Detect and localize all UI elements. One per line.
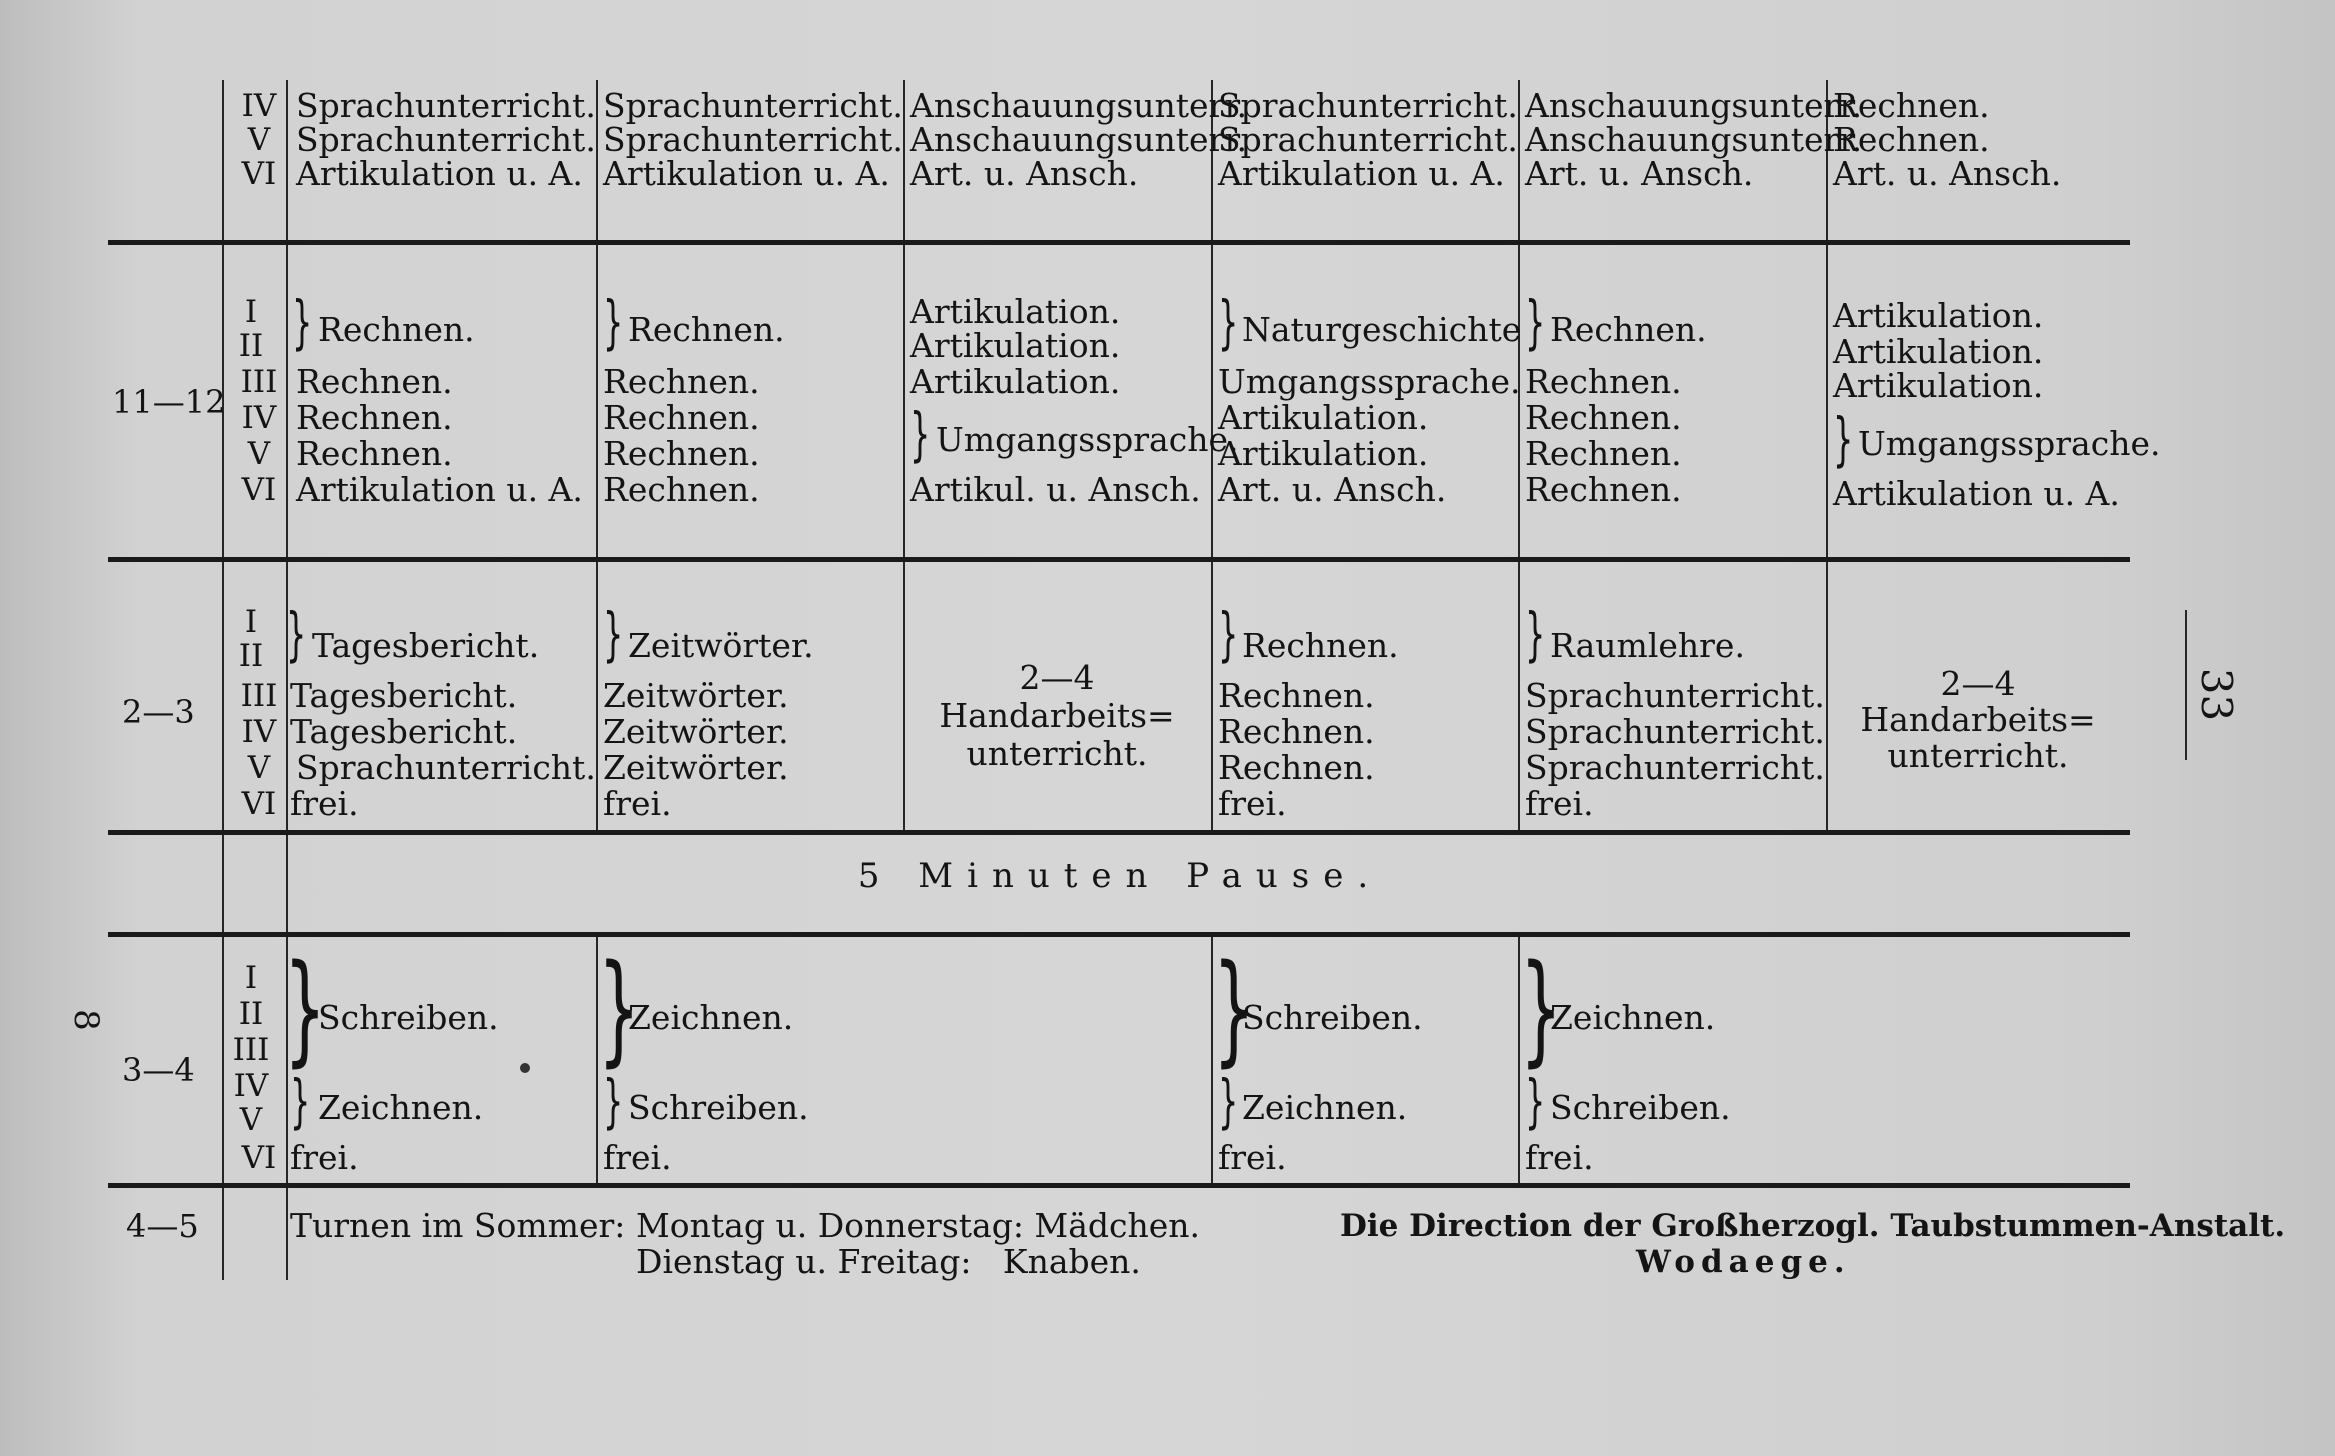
signature: Wodaege. (1636, 1244, 1851, 1280)
b3-c4-VI: frei. (1218, 1138, 1287, 1177)
b2-c6-hours: 2—4 (1940, 664, 2016, 703)
b1-c5-I-II: Rechnen. (1550, 310, 1707, 349)
top-IV-c1: Sprachunterricht. (296, 86, 596, 125)
class-label-I: I (244, 604, 258, 640)
b2-c5-III: Sprachunterricht. (1525, 676, 1825, 715)
b2-c3-line2: unterricht. (966, 734, 1148, 773)
top-VI-c2: Artikulation u. A. (603, 154, 890, 193)
direction-line: Die Direction der Großherzogl. Taubstummen-Anstalt. (1340, 1208, 2286, 1244)
ink-dot (520, 1063, 530, 1073)
b3-c2-VI: frei. (603, 1138, 672, 1177)
b1-c4-V: Artikulation. (1218, 434, 1429, 473)
b2-c2-I-II: Zeitwörter. (628, 626, 814, 665)
column-rule-day6 (1826, 80, 1828, 830)
class-label-V: V (247, 750, 271, 786)
top-IV-c2: Sprachunterricht. (603, 86, 903, 125)
b2-c2-III: Zeitwörter. (603, 676, 789, 715)
b2-c1-IV: Tagesbericht. (290, 712, 518, 751)
b1-c2-VI: Rechnen. (603, 470, 760, 509)
b3-c1-IV-V: Zeichnen. (318, 1088, 484, 1127)
b2-c2-V: Zeitwörter. (603, 748, 789, 787)
b3-c1-I-III: Schreiben. (318, 998, 499, 1037)
column-rule-day5 (1518, 80, 1520, 830)
b1-c2-I-II: Rechnen. (628, 310, 785, 349)
brace-icon: } (910, 400, 931, 468)
column-rule-day2 (596, 80, 598, 830)
b1-c5-III: Rechnen. (1525, 362, 1682, 401)
b2-c4-I-II: Rechnen. (1242, 626, 1399, 665)
b3-c4-I-III: Schreiben. (1242, 998, 1423, 1037)
brace-icon: } (1218, 288, 1239, 356)
top-VI-c5: Art. u. Ansch. (1525, 154, 1754, 193)
b1-c6-I: Artikulation. (1833, 296, 2044, 335)
brace-icon: } (1525, 600, 1546, 668)
class-label-II: II (238, 638, 264, 674)
b3-c1-VI: frei. (290, 1138, 359, 1177)
b2-c4-V: Rechnen. (1218, 748, 1375, 787)
b2-c5-I-II: Raumlehre. (1550, 626, 1745, 665)
page-number: 33 (2192, 667, 2242, 722)
brace-icon: } (1525, 1067, 1546, 1135)
b1-c1-I-II: Rechnen. (318, 310, 475, 349)
brace-icon: } (603, 288, 624, 356)
pause-note: 5 Minuten Pause. (857, 856, 1383, 896)
time-slot-2-3: 2—3 (122, 693, 195, 731)
b2-c4-III: Rechnen. (1218, 676, 1375, 715)
brace-icon: } (1218, 600, 1239, 668)
b1-c1-III: Rechnen. (296, 362, 453, 401)
b2-c2-VI: frei. (603, 784, 672, 823)
top-IV-c3: Anschauungsunterr. (910, 86, 1247, 125)
b1-c4-VI: Art. u. Ansch. (1218, 470, 1447, 509)
b3-c5-I-III: Zeichnen. (1550, 998, 1716, 1037)
b2-c6-line2: unterricht. (1887, 736, 2069, 775)
brace-icon: } (284, 940, 326, 1079)
top-V-c4: Sprachunterricht. (1218, 120, 1518, 159)
class-label-V: V (247, 122, 271, 158)
brace-icon: } (1213, 940, 1255, 1079)
b2-c1-I-II: Tagesbericht. (312, 626, 540, 665)
b2-c6-line1: Handarbeits= (1860, 700, 2096, 739)
rule-after-block1 (108, 557, 2130, 562)
b1-c1-VI: Artikulation u. A. (296, 470, 583, 509)
margin-mark: 8 (65, 1009, 106, 1031)
class-label-II: II (238, 328, 264, 364)
b2-c3-hours: 2—4 (1019, 658, 1095, 697)
b1-c6-VI: Artikulation u. A. (1833, 474, 2120, 513)
rule-after-block3 (108, 1183, 2130, 1188)
b2-c4-IV: Rechnen. (1218, 712, 1375, 751)
b2-c5-IV: Sprachunterricht. (1525, 712, 1825, 751)
b2-c3-line1: Handarbeits= (939, 696, 1175, 735)
b2-c5-VI: frei. (1525, 784, 1594, 823)
b1-c3-III: Artikulation. (910, 362, 1121, 401)
b1-c6-IV-V: Umgangssprache. (1858, 424, 2161, 463)
brace-icon: } (290, 1067, 311, 1135)
turnen-line1: Montag u. Donnerstag: Mädchen. (636, 1206, 1201, 1245)
top-IV-c5: Anschauungsunterr. (1525, 86, 1862, 125)
class-label-VI: VI (241, 472, 277, 508)
brace-icon: } (1520, 940, 1562, 1079)
top-VI-c4: Artikulation u. A. (1218, 154, 1505, 193)
time-slot-4-5: 4—5 (126, 1207, 199, 1245)
b1-c2-IV: Rechnen. (603, 398, 760, 437)
class-label-V: V (239, 1102, 263, 1138)
time-slot-11-12: 11—12 (112, 383, 226, 421)
class-label-III: III (240, 364, 278, 400)
class-label-VI: VI (241, 1140, 277, 1176)
turnen-line2: Dienstag u. Freitag: Knaben. (636, 1242, 1141, 1281)
brace-icon: } (598, 940, 640, 1079)
brace-icon: } (1833, 405, 1854, 473)
b3-c5-IV-V: Schreiben. (1550, 1088, 1731, 1127)
class-label-IV: IV (241, 714, 277, 750)
page-number-rule (2185, 610, 2187, 760)
b3-c5-VI: frei. (1525, 1138, 1594, 1177)
b2-c1-V: Sprachunterricht. (296, 748, 596, 787)
rule-after-top (108, 240, 2130, 245)
b1-c5-VI: Rechnen. (1525, 470, 1682, 509)
b2-c1-VI: frei. (290, 784, 359, 823)
b1-c4-IV: Artikulation. (1218, 398, 1429, 437)
class-label-IV: IV (233, 1068, 269, 1104)
b1-c4-III: Umgangssprache. (1218, 362, 1521, 401)
brace-icon: } (1218, 1067, 1239, 1135)
b1-c4-I-II: Naturgeschichte (1242, 310, 1522, 349)
rule-after-pause (108, 932, 2130, 937)
column-rule-day3 (903, 80, 905, 830)
class-label-IV: IV (241, 400, 277, 436)
b1-c1-V: Rechnen. (296, 434, 453, 473)
class-label-V: V (247, 436, 271, 472)
brace-icon: } (603, 1067, 624, 1135)
class-label-VI: VI (241, 156, 277, 192)
b1-c6-III: Artikulation. (1833, 366, 2044, 405)
b3-c4-IV-V: Zeichnen. (1242, 1088, 1408, 1127)
class-label-VI: VI (241, 786, 277, 822)
b1-c1-IV: Rechnen. (296, 398, 453, 437)
class-label-IV: IV (241, 88, 277, 124)
class-label-III: III (240, 678, 278, 714)
top-V-c1: Sprachunterricht. (296, 120, 596, 159)
top-IV-c4: Sprachunterricht. (1218, 86, 1518, 125)
b1-c3-VI: Artikul. u. Ansch. (910, 470, 1201, 509)
b1-c2-V: Rechnen. (603, 434, 760, 473)
top-V-c2: Sprachunterricht. (603, 120, 903, 159)
brace-icon: } (1525, 288, 1546, 356)
top-VI-c1: Artikulation u. A. (296, 154, 583, 193)
top-VI-c3: Art. u. Ansch. (910, 154, 1139, 193)
b3-c2-IV-V: Schreiben. (628, 1088, 809, 1127)
b2-c1-III: Tagesbericht. (290, 676, 518, 715)
b3-c2-I-III: Zeichnen. (628, 998, 794, 1037)
class-label-I: I (244, 960, 258, 996)
turnen-label: Turnen im Sommer: (290, 1206, 626, 1245)
top-V-c6: Rechnen. (1833, 120, 1990, 159)
brace-icon: } (603, 600, 624, 668)
b1-c6-II: Artikulation. (1833, 332, 2044, 371)
b2-c2-IV: Zeitwörter. (603, 712, 789, 751)
b1-c3-II: Artikulation. (910, 326, 1121, 365)
top-V-c5: Anschauungsunterr. (1525, 120, 1862, 159)
rule-after-block2 (108, 830, 2130, 835)
top-IV-c6: Rechnen. (1833, 86, 1990, 125)
b1-c3-I: Artikulation. (910, 292, 1121, 331)
top-V-c3: Anschauungsunterr. (910, 120, 1247, 159)
b1-c5-IV: Rechnen. (1525, 398, 1682, 437)
class-label-II: II (238, 996, 264, 1032)
brace-icon: } (286, 600, 307, 668)
time-slot-3-4: 3—4 (122, 1051, 195, 1089)
top-VI-c6: Art. u. Ansch. (1833, 154, 2062, 193)
class-label-I: I (244, 294, 258, 330)
b1-c5-V: Rechnen. (1525, 434, 1682, 473)
b1-c3-IV-V: Umgangssprache. (936, 420, 1239, 459)
class-label-III: III (232, 1032, 270, 1068)
b2-c5-V: Sprachunterricht. (1525, 748, 1825, 787)
b2-c4-VI: frei. (1218, 784, 1287, 823)
brace-icon: } (292, 288, 313, 356)
b1-c2-III: Rechnen. (603, 362, 760, 401)
